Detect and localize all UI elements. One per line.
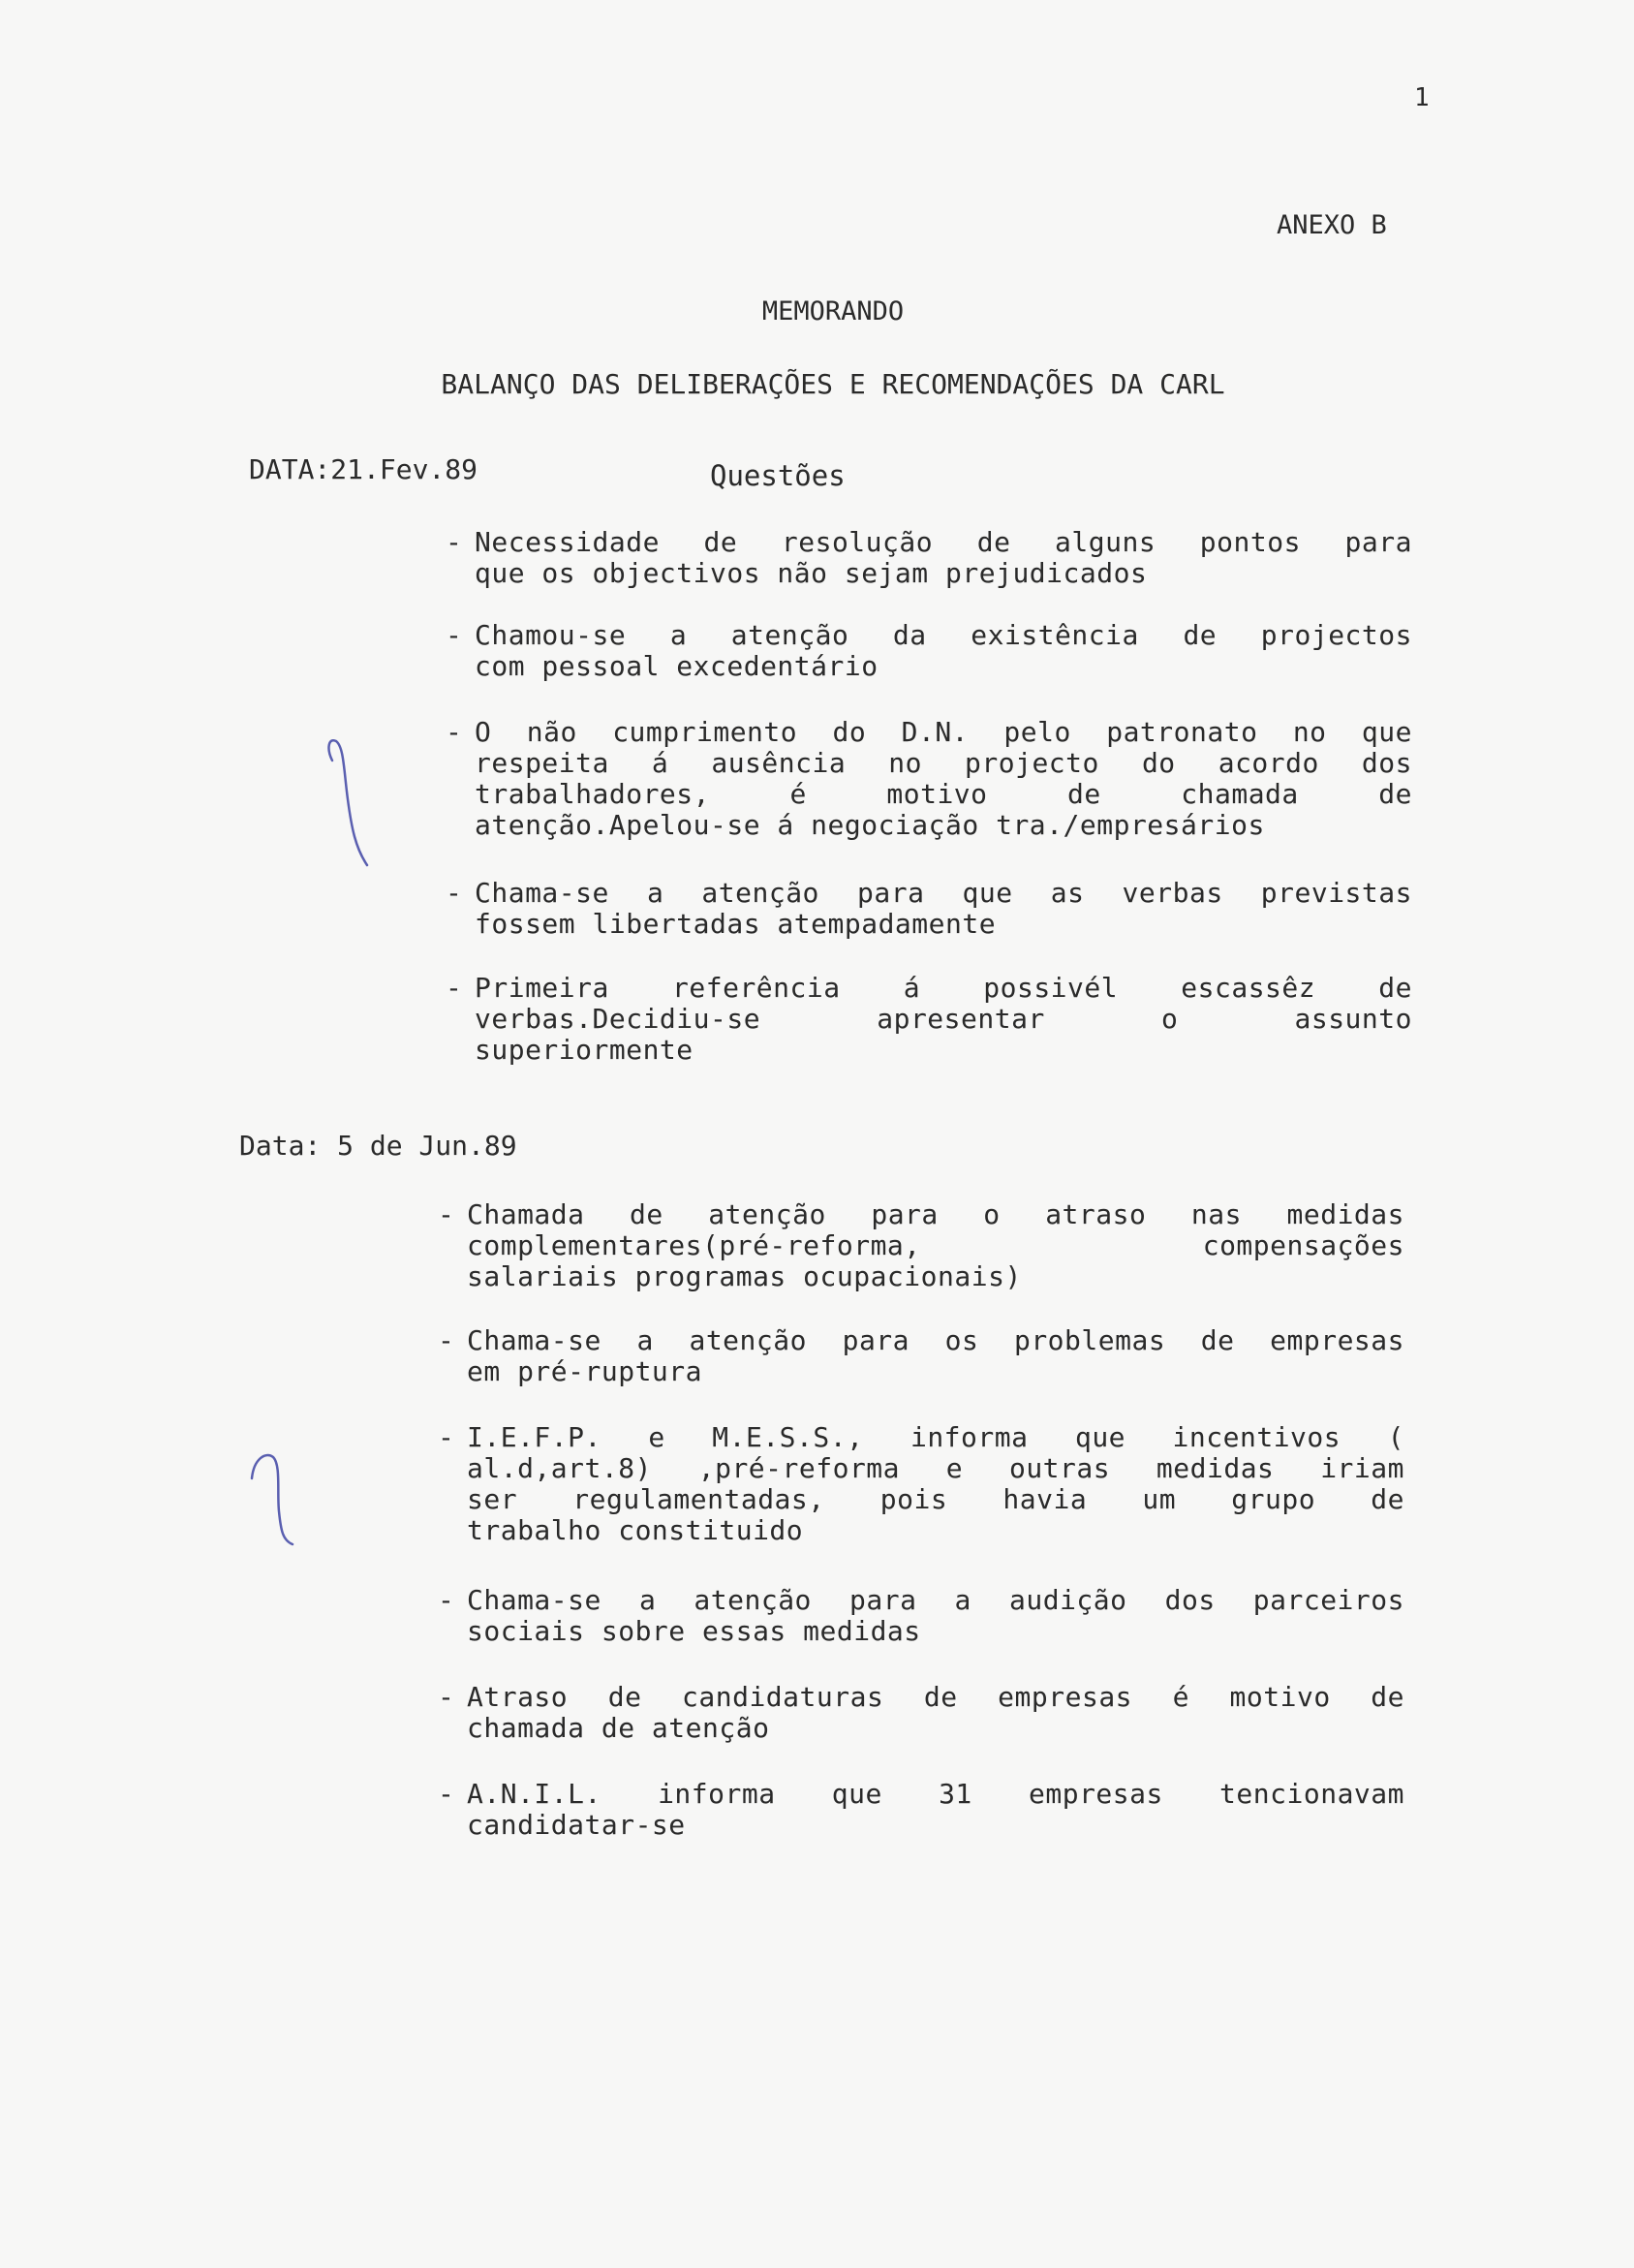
list-item (438, 1324, 1404, 1387)
list-item (446, 716, 1412, 841)
list-item (446, 972, 1412, 1066)
bullet-dash: - (438, 1681, 455, 1713)
item-line: A.N.I.L. informa que 31 empresas tencionavam (467, 1778, 1404, 1810)
bullet-dash: - (438, 1584, 455, 1616)
item-line: trabalhadores, é motivo de chamada de (475, 778, 1412, 810)
item-line: que os objectivos não sejam prejudicados (475, 557, 1148, 589)
bullet-dash: - (446, 877, 463, 909)
item-line: Chama-se a atenção para os problemas de empresas (467, 1324, 1404, 1356)
item-line: trabalho constituido (467, 1514, 804, 1546)
bullet-dash: - (438, 1421, 455, 1453)
item-line: O não cumprimento do D.N. pelo patronato no que (475, 716, 1412, 748)
item-line: respeita á ausência no projecto do acordo dos (475, 747, 1412, 779)
page-number: 1 (1414, 83, 1430, 112)
item-line: I.E.F.P. e M.E.S.S., informa que incentivos ( (467, 1421, 1404, 1453)
section1-heading: Questões (710, 459, 846, 492)
handwritten-mark-2 (232, 1444, 320, 1560)
item-line: complementares(pré-reforma, compensações (467, 1229, 1404, 1261)
handwritten-mark-1 (315, 731, 383, 877)
item-line: Atraso de candidaturas de empresas é motivo de (467, 1681, 1404, 1713)
memo-title: MEMORANDO (761, 296, 905, 326)
bullet-dash: - (446, 716, 463, 748)
bullet-dash: - (438, 1778, 455, 1810)
section2-date: Data: 5 de Jun.89 (239, 1130, 517, 1162)
item-line: verbas.Decidiu-se apresentar o assunto (475, 1003, 1412, 1035)
item-line: Necessidade de resolução de alguns pontos para (475, 526, 1412, 558)
item-line: sociais sobre essas medidas (467, 1615, 921, 1647)
bullet-dash: - (446, 526, 463, 558)
item-line: atenção.Apelou-se á negociação tra./empresários (475, 809, 1265, 841)
item-line: chamada de atenção (467, 1712, 770, 1744)
bullet-dash: - (446, 972, 463, 1004)
list-item (446, 526, 1412, 589)
annex-label: ANEXO B (1277, 210, 1387, 240)
item-line: Chamou-se a atenção da existência de projectos (475, 619, 1412, 651)
list-item (438, 1198, 1404, 1292)
item-line: em pré-ruptura (467, 1355, 703, 1387)
item-line: salariais programas ocupacionais) (467, 1260, 1022, 1292)
bullet-dash: - (438, 1324, 455, 1356)
item-line: ser regulamentadas, pois havia um grupo de (467, 1483, 1404, 1515)
section1-date: DATA:21.Fev.89 (249, 453, 478, 485)
item-line: Chama-se a atenção para a audição dos parceiros (467, 1584, 1404, 1616)
item-line: com pessoal excedentário (475, 650, 879, 682)
list-item (446, 619, 1412, 682)
item-line: Chama-se a atenção para que as verbas previstas (475, 877, 1412, 909)
item-line: al.d,art.8) ,pré-reforma e outras medidas iriam (467, 1452, 1404, 1484)
list-item (438, 1584, 1404, 1647)
bullet-dash: - (446, 619, 463, 651)
bullet-dash: - (438, 1198, 455, 1230)
list-item (438, 1681, 1404, 1744)
item-line: superiormente (475, 1034, 694, 1066)
list-item (438, 1778, 1404, 1841)
list-item (446, 877, 1412, 940)
item-line: fossem libertadas atempadamente (475, 908, 997, 940)
item-line: Primeira referência á possivél escassêz de (475, 972, 1412, 1004)
item-line: candidatar-se (467, 1809, 686, 1841)
item-line: Chamada de atenção para o atraso nas medidas (467, 1198, 1404, 1230)
list-item (438, 1421, 1404, 1546)
memo-subtitle: BALANÇO DAS DELIBERAÇÕES E RECOMENDAÇÕES DA CARL (441, 368, 1225, 400)
